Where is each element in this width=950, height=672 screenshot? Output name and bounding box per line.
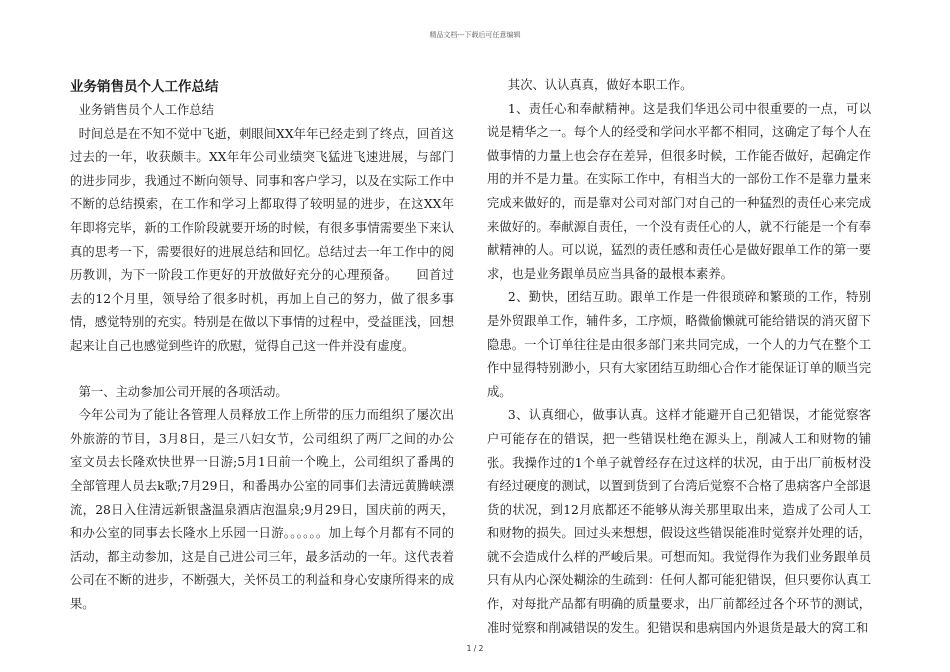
- intro-paragraph: 时间总是在不知不觉中飞逝，刺眼间XX年年已经走到了终点，回首这过去的一年，收获颇丰。XX年年公司业绩突飞猛进飞速进展，与部门的进步同步，我通过不断向领导、同事和客户学习，以及在实际工作中不断的总结摸索，在工作和学习上都取得了较明显的进步，在这XX年年即将完毕，新的工作阶段就要开场的时候，有很多事情需要坐下来认真的思考一下，需要很好的进展总结和回忆。总结过去一年工作中的阅历教训，为下一阶段工作更好的开放做好充分的心理预备。 回首过去的12个月里，领导给了很多时机，再加上自己的努力，做了很多事情，感觉特别的充实。特别是在做以下事情的过程中，受益匪浅，回想起来让自己也感觉到些许的欣慰，觉得自己这一件并没有虚度。: [70, 126, 454, 353]
- page-header-note: 精品文档---下载后可任意编辑: [429, 31, 521, 39]
- right-column: [487, 74, 871, 640]
- section-one-body: 今年公司为了能让各管理人员释放工作上所带的压力而组织了屡次出外旅游的节目，3月8日，是三八妇女节，公司组织了两厂之间的办公室文员去长隆欢快世界一日游;5月1日前一个晚上，公司组织了番禺的全部管理人员去k歌;7月29日，和番禺办公室的同事们去清远黄腾峡漂流，28日入住清远新银盏温泉酒店泡温泉;9月29日，国庆前的两天，和办公室的同事去长隆水上乐园一日游。。。。。。加上每个月都有不同的活动，都主动参加，这是自己进公司三年，最多活动的一年。这代表着公司在不断的进步，不断强大，关怀员工的利益和身心安康所得来的成果。: [70, 408, 454, 611]
- point-responsibility: 1、责任心和奉献精神。这是我们华迅公司中很重要的一点，可以说是精华之一。每个人的经受和学问水平都不相同，这确定了每个人在做事情的力量上也会存在差异，但很多时候，工作能否做好，起确定作用的并不是力量。在实际工作中，有相当大的一部份工作不是靠力量来完成来做好的，而是靠对公司对部门对自己的一种猛烈的责任心来完成来做好的。奉献源自责任，一个没有责任心的人，就不行能是一个有奉献精神的人。可以说，猛烈的责任感和责任心是做好跟单工作的第一要求，也是业务跟单员应当具备的最根本素养。: [487, 101, 871, 281]
- document-subtitle: 业务销售员个人工作总结: [78, 103, 214, 117]
- page-number: 1 / 2: [466, 644, 484, 653]
- left-column: [70, 76, 454, 616]
- section-two-heading: 其次、认认真真，做好本职工作。: [507, 78, 693, 92]
- point-carefulness: 3、认真细心，做事认真。这样才能避开自己犯错误，才能觉察客户可能存在的错误，把一些错误杜绝在源头上，削减人工和财物的铺张。我操作过的1个单子就曾经存在过这样的状况，由于出厂前板材没有经过硬度的测试，以置到货到了台湾后觉察不合格了患病客户全部退货的状况，到12月底都还不能够从海关那里取出来，造成了公司人工和财物的损失。回过头来想想，假设这些错误能准时觉察并处理的话，就不会造成什么样的严峻后果。可想而知。我觉得作为我们业务跟单员只有从内心深处糊涂的生疏到：任何人都可能犯错误，但只要你认真工作，对每批产品都有明确的质量要求，出厂前都经过各个环节的测试，准时觉察和削减错误的发生。犯错误和患病国内外退货是最大的窝工和: [487, 408, 871, 635]
- point-diligence: 2、勤快，团结互助。跟单工作是一件很琐碎和繁琐的工作，特别是外贸跟单工作，辅件多，工序烦，略微偷懒就可能给错误的消灭留下隐患。一个订单往往是由很多部门来共同完成，一个人的力气在整个工作中显得特别渺小，只有大家团结互助细心合作才能保证订单的顺当完成。: [487, 290, 871, 399]
- paragraph-gap: [70, 359, 454, 381]
- document-title: 业务销售员个人工作总结: [70, 79, 219, 95]
- section-one-title: 第一、主动参加公司开展的各项活动。: [78, 384, 288, 399]
